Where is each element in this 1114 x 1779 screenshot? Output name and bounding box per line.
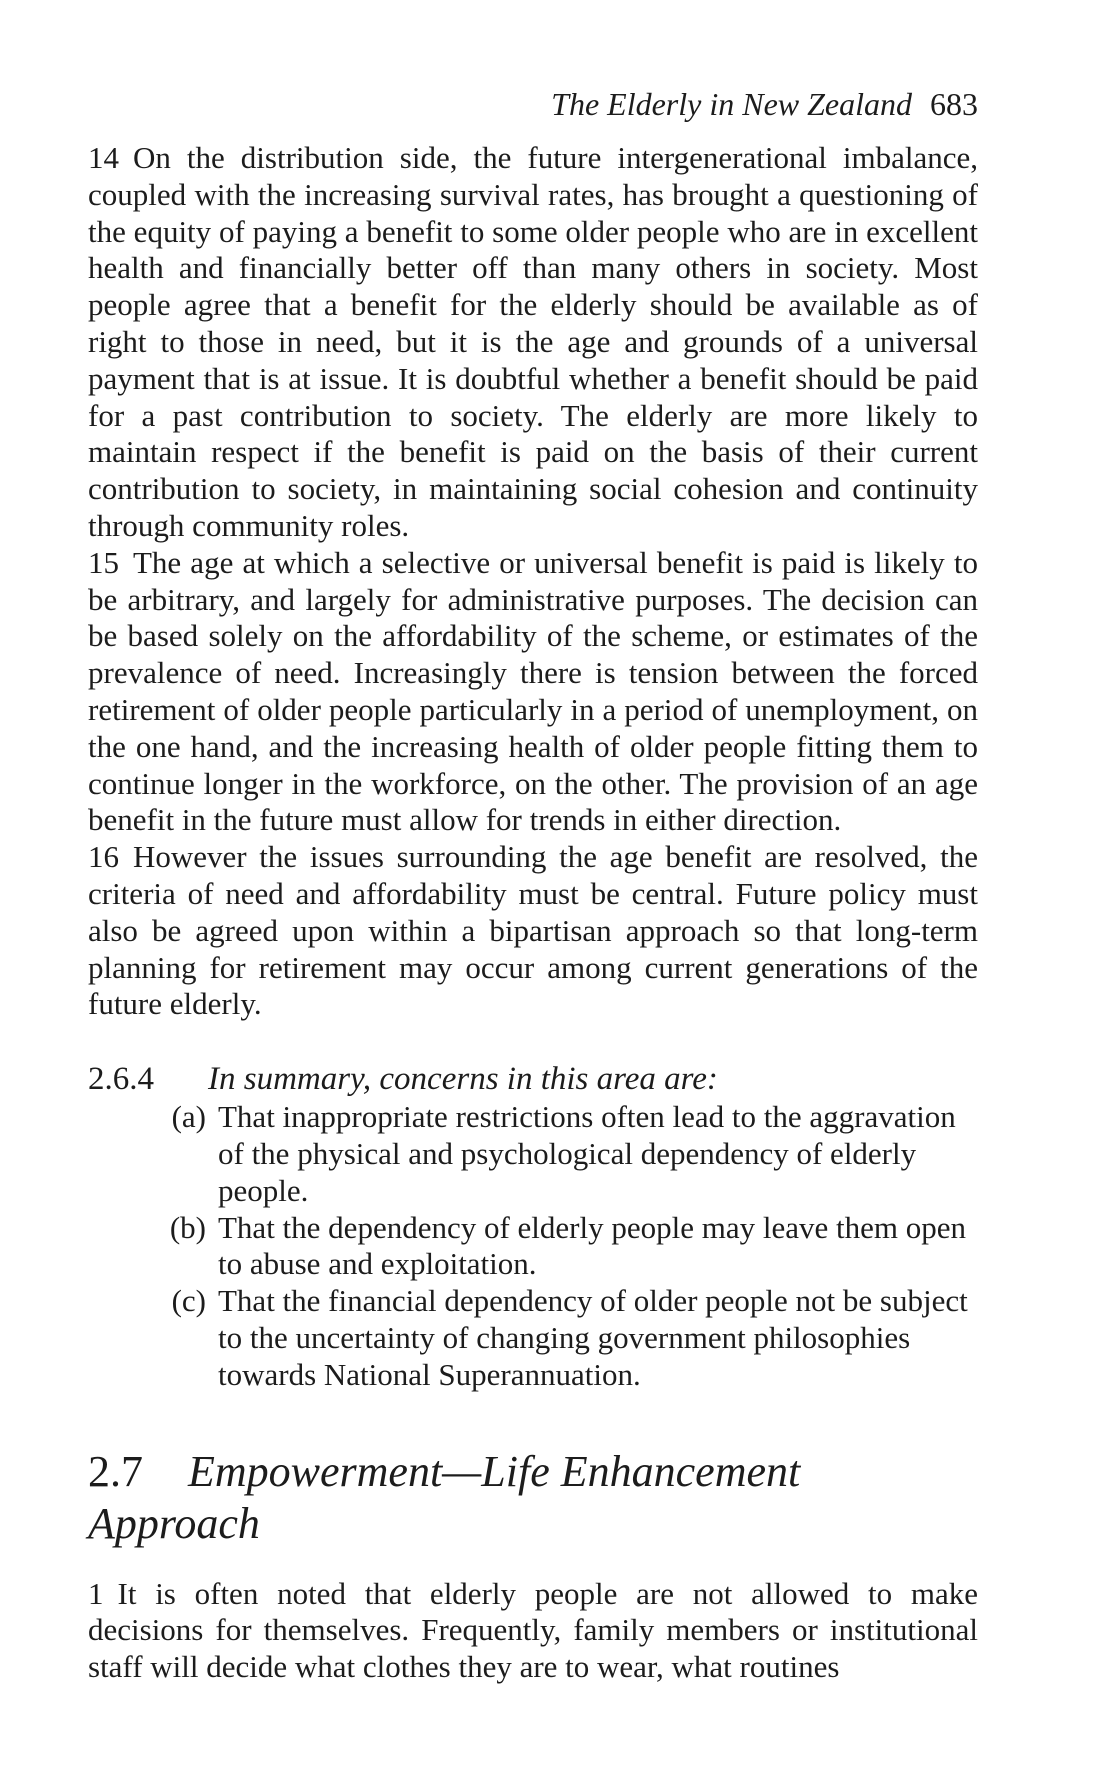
list-item xyxy=(88,1283,978,1393)
running-title: The Elderly in New Zealand xyxy=(551,86,912,122)
summary-list xyxy=(88,1099,978,1393)
paragraph-text: However the issues surrounding the age benefit are resolved, the criteria of need and affordability must be central. Future policy must also be agreed upon within a bipartisan approach so that long-term planning for retirement may occur among current generations of the future elderly. xyxy=(88,839,978,1022)
paragraph-16 xyxy=(88,839,978,1023)
list-item xyxy=(88,1210,978,1284)
paragraph-14 xyxy=(88,140,978,545)
spacer xyxy=(88,1394,978,1446)
list-marker: (c) xyxy=(171,1283,206,1319)
summary-number: 2.6.4 xyxy=(88,1061,154,1098)
paragraph-number: 14 xyxy=(88,140,119,175)
section-number: 2.7 xyxy=(88,1446,143,1496)
paragraph-1 xyxy=(88,1576,978,1686)
paragraph-number: 16 xyxy=(88,839,119,875)
list-item-text: That inappropriate restrictions often lead to the aggravation of the physical and psychological dependency of elderly people. xyxy=(218,1099,956,1208)
page-number: 683 xyxy=(930,86,978,122)
paragraph-15 xyxy=(88,545,978,839)
list-item-text: That the financial dependency of older people not be subject to the uncertainty of changing government philosophies towards National Superannuation. xyxy=(218,1283,968,1392)
paragraph-text: On the distribution side, the future intergenerational imbalance, coupled with the increasing survival rates, has brought a questioning of the equity of paying a benefit to some older people who are in excellent health and financially better off than many others in society. Most people agree that a benefit for the elderly should be available as of right to those in need, but it is the age and grounds of a universal payment that is at issue. It is doubtful whether a benefit should be paid for a past contribution to society. The elderly are more likely to maintain respect if the benefit is paid on the basis of their current contribution to society, in maintaining social cohesion and continuity through community roles. xyxy=(88,140,978,543)
running-head xyxy=(88,84,978,124)
list-marker: (b) xyxy=(169,1209,206,1245)
summary-title: In summary, concerns in this area are: xyxy=(208,1061,718,1098)
paragraph-number: 1 xyxy=(88,1575,104,1611)
section-heading xyxy=(88,1446,978,1550)
paragraph-text: It is often noted that elderly people are not allowed to make decisions for themselves. Frequently, family members or institutional staff will decide what clothes they are to wear, what routines xyxy=(88,1575,978,1685)
list-marker: (a) xyxy=(171,1099,206,1135)
summary-heading xyxy=(88,1059,978,1099)
list-item xyxy=(88,1099,978,1209)
paragraph-text: The age at which a selective or universal benefit is paid is likely to be arbitrary, and largely for administrative purposes. The decision can be based solely on the affordability of the scheme, or estimates of the prevalence of need. Increasingly there is tension between the forced retirement of older people particularly in a period of unemployment, on the one hand, and the increasing health of older people fitting them to continue longer in the workforce, on the other. The provision of an age benefit in the future must allow for trends in either direction. xyxy=(88,544,978,838)
document-page xyxy=(88,84,978,1686)
spacer xyxy=(88,1023,978,1059)
section-title: Empowerment—Life Enhancement Approach xyxy=(88,1446,801,1548)
list-item-text: That the dependency of elderly people may leave them open to abuse and exploitation. xyxy=(218,1209,966,1282)
paragraph-number: 15 xyxy=(88,544,119,580)
